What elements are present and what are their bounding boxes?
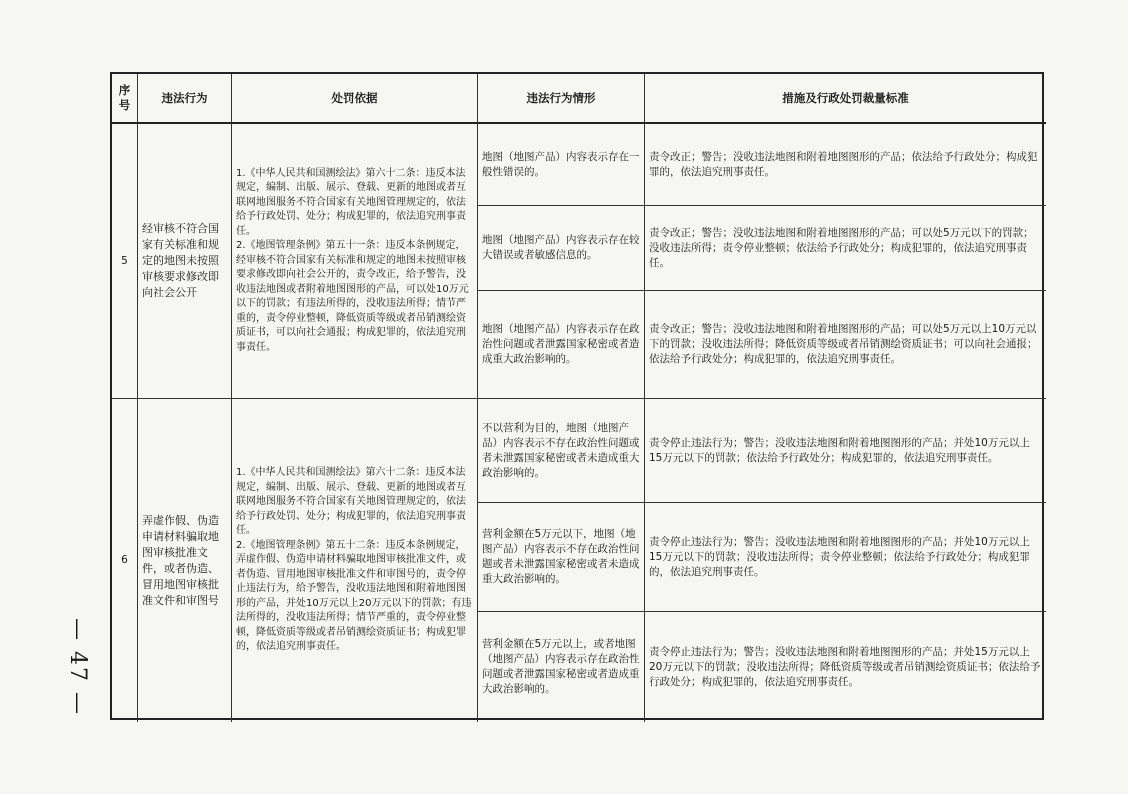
header-situation: 违法行为情形 bbox=[478, 74, 645, 124]
header-seq: 序号 bbox=[112, 74, 138, 124]
case-situation: 地图（地图产品）内容表示存在一般性错误的。 bbox=[478, 124, 645, 206]
case-situation: 不以营利为目的，地图（地图产品）内容表示不存在政治性问题或者未泄露国家秘密或者未造成重大政治影响的。 bbox=[478, 399, 645, 503]
case-situation: 营利金额在5万元以下，地图（地图产品）内容表示不存在政治性问题或者未泄露国家秘密或者未造成重大政治影响的。 bbox=[478, 503, 645, 612]
header-measure: 措施及行政处罚裁量标准 bbox=[645, 74, 1046, 124]
row-seq: 5 bbox=[112, 124, 138, 399]
header-act: 违法行为 bbox=[138, 74, 232, 124]
case-situation: 地图（地图产品）内容表示存在政治性问题或者泄露国家秘密或者造成重大政治影响的。 bbox=[478, 291, 645, 399]
page-number: — 47 — bbox=[65, 618, 91, 716]
case-measure: 责令停止违法行为；警告；没收违法地图和附着地图图形的产品；并处15万元以上20万元以下的罚款；没收违法所得；降低资质等级或者吊销测绘资质证书；依法给予行政处分；构成犯罪的，依法追究刑事责任。 bbox=[649, 645, 1041, 688]
case-measure: 责令停止违法行为；警告；没收违法地图和附着地图图形的产品；并处10万元以上15万元以下的罚款；没收违法所得；责令停业整顿；依法给予行政处分；构成犯罪的，依法追究刑事责任。 bbox=[645, 503, 1046, 612]
case-situation: 地图（地图产品）内容表示存在较大错误或者敏感信息的。 bbox=[478, 206, 645, 291]
row-basis: 1.《中华人民共和国测绘法》第六十二条：违反本法规定，编制、出版、展示、登载、更新的地图或者互联网地图服务不符合国家有关地图管理规定的，依法给予行政处罚、处分；构成犯罪的，依法追究刑事责任。 2.《地图管理条例》第五十一条：违反本条例规定，经审核不符合国家有关标准和规定的地图未按照审核要求修改即向社会公开的，责令改正，给予警告，没收违法地图或者附着地图图形的产品，可以处10万元以下的罚款；有违法所得的，没收违法所得；情节严重的，责令停业整顿，降低资质等级或者吊销测绘资质证书，可以向社会通报；构成犯罪的，依法追究刑事责任。 bbox=[232, 124, 478, 399]
case-situation: 营利金额在5万元以上，或者地图（地图产品）内容表示存在政治性问题或者泄露国家秘密或者造成重大政治影响的。 bbox=[478, 612, 645, 722]
case-measure: 责令改正；警告；没收违法地图和附着地图图形的产品；可以处5万元以下的罚款；没收违法所得；责令停业整顿；依法给予行政处分；构成犯罪的，依法追究刑事责任。 bbox=[645, 206, 1046, 291]
row-basis: 1.《中华人民共和国测绘法》第六十二条：违反本法规定，编制、出版、展示、登载、更新的地图或者互联网地图服务不符合国家有关地图管理规定的，依法给予行政处罚、处分；构成犯罪的，依法追究刑事责任。 2.《地图管理条例》第五十二条：违反本条例规定，弄虚作假、伪造申请材料骗取地图审核批准文件，或者伪造、冒用地图审核批准文件和审图号的，责令停止违法行为，给予警告，没收违法地图和附着地图图形的产品，并处10万元以上20万元以下的罚款；有违法所得的，没收违法所得；情节严重的，责令停业整顿，降低资质等级或者吊销测绘资质证书；构成犯罪的，依法追究刑事责任。 bbox=[232, 399, 478, 722]
row-seq: 6 bbox=[112, 399, 138, 722]
case-measure: 责令改正；警告；没收违法地图和附着地图图形的产品；依法给予行政处分；构成犯罪的，依法追究刑事责任。 bbox=[645, 124, 1046, 206]
case-measure: 责令停止违法行为；警告；没收违法地图和附着地图图形的产品；并处10万元以上15万元以下的罚款；依法给予行政处分；构成犯罪的，依法追究刑事责任。 bbox=[645, 399, 1046, 503]
penalty-table bbox=[110, 72, 1044, 720]
row-act: 经审核不符合国家有关标准和规定的地图未按照审核要求修改即向社会公开 bbox=[138, 124, 232, 399]
header-basis: 处罚依据 bbox=[232, 74, 478, 124]
case-measure: 责令改正；警告；没收违法地图和附着地图图形的产品；可以处5万元以上10万元以下的罚款；没收违法所得；降低资质等级或者吊销测绘资质证书；可以向社会通报；依法给予行政处分；构成犯罪的，依法追究刑事责任。 bbox=[645, 291, 1046, 399]
row-act: 弄虚作假、伪造申请材料骗取地图审核批准文件，或者伪造、冒用地图审核批准文件和审图号 bbox=[138, 399, 232, 722]
